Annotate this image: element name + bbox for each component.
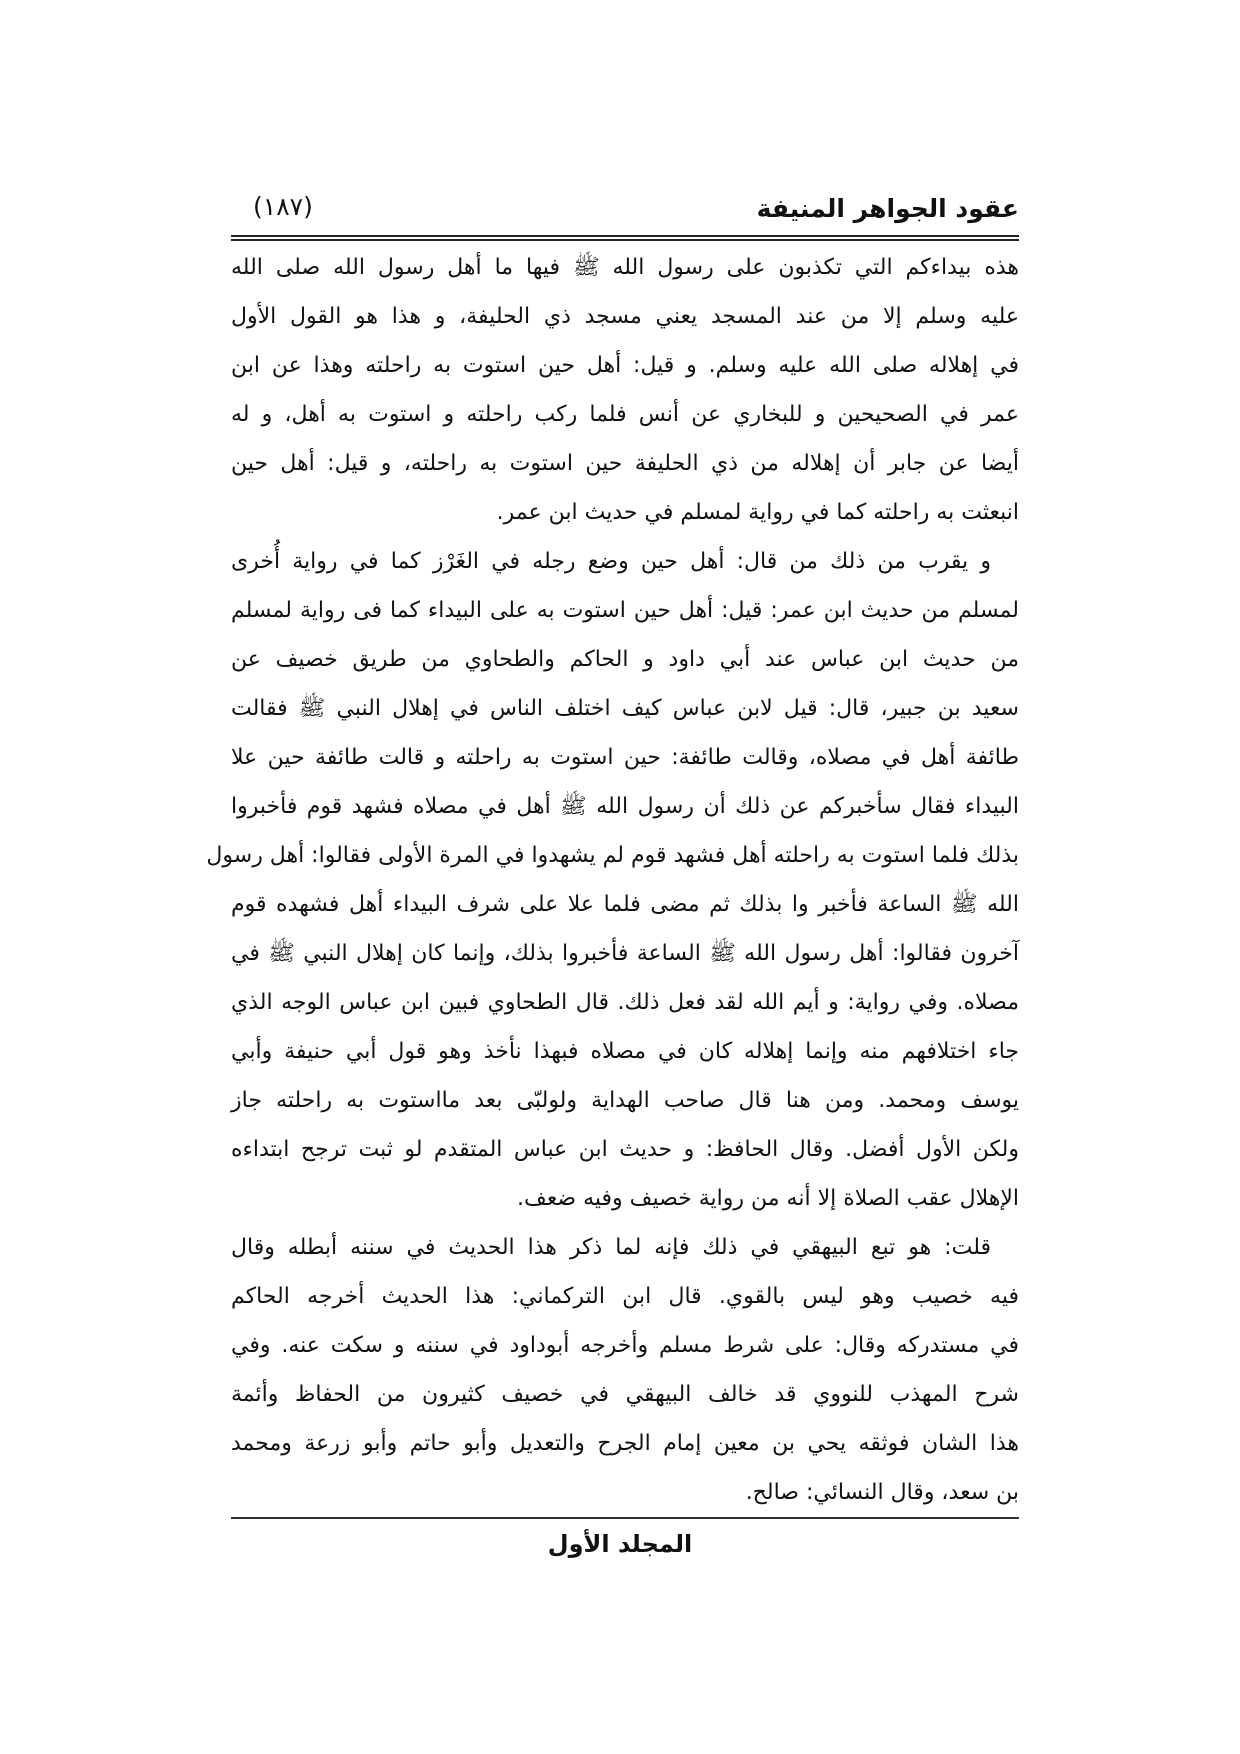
text-line: فيه خصيب وهو ليس بالقوي. قال ابن التركماني: هذا الحديث أخرجه الحاكم (231, 1284, 1019, 1309)
text-line: مصلاه. وفي رواية: و أيم الله لقد فعل ذلك. قال الطحاوي فبين ابن عباس الوجه الذي (231, 990, 1019, 1015)
text-line: بذلك فلما استوت به راحلته أهل فشهد قوم لم يشهدوا في المرة الأولى فقالوا: أهل رسول (206, 843, 1019, 868)
paragraph (231, 1226, 1019, 1520)
text-line: عمر في الصحيحين و للبخاري عن أنس فلما ركب راحلته و استوت به أهل، و له (231, 402, 1019, 427)
text-line: شرح المهذب للنووي قد خالف البيهقي في خصيف كثيرون من الحفاظ وأئمة (231, 1382, 1019, 1407)
text-line: آخرون فقالوا: أهل رسول الله ﷺ الساعة فأخبروا بذلك، وإنما كان إهلال النبي ﷺ في (231, 941, 1019, 966)
footer-rule (231, 1517, 1019, 1519)
text-line: الإهلال عقب الصلاة إلا أنه من رواية خصيف وفيه ضعف. (517, 1186, 1019, 1211)
text-line: أيضا عن جابر أن إهلاله من ذي الحليفة حين استوت به راحلته، و قيل: أهل حين (231, 451, 1019, 476)
text-line: الله ﷺ الساعة فأخبر وا بذلك ثم مضى فلما علا على شرف البيداء أهل فشهده قوم (231, 892, 1019, 917)
volume-label: المجلد الأول (547, 1530, 693, 1558)
text-line: طائفة أهل في مصلاه، وقالت طائفة: حين استوت به راحلته و قالت طائفة حين علا (231, 745, 1019, 770)
text-line: في مستدركه وقال: على شرط مسلم وأخرجه أبوداود في سننه و سكت عنه. وفي (231, 1333, 1019, 1358)
text-line: بن سعد، وقال النسائي: صالح. (745, 1480, 1019, 1505)
text-line: عليه وسلم إلا من عند المسجد يعني مسجد ذي الحليفة، و هذا هو القول الأول (231, 304, 1019, 329)
body-text (206, 246, 1019, 1520)
text-line: هذا الشان فوثقه يحي بن معين إمام الجرح والتعديل وأبو حاتم وأبو زرعة ومحمد (231, 1431, 1019, 1456)
text-line: جاء اختلافهم منه وإنما إهلاله كان في مصلاه فبهذا نأخذ وهو قول أبي حنيفة وأبي (231, 1039, 1019, 1064)
page-number: (١٨٧) (253, 192, 313, 221)
text-line: انبعثت به راحلته كما في رواية لمسلم في حديث ابن عمر. (496, 500, 1019, 525)
text-line: من حديث ابن عباس عند أبي داود و الحاكم والطحاوي من طريق خصيف عن (231, 647, 1019, 672)
book-title: عقود الجواهر المنيفة (756, 194, 1019, 223)
text-line: و يقرب من ذلك من قال: أهل حين وضع رجله في الغَرْز كما في رواية أُخرى (231, 549, 991, 574)
text-line: سعيد بن جبير، قال: قيل لابن عباس كيف اختلف الناس في إهلال النبي ﷺ فقالت (231, 696, 1019, 721)
running-header (231, 190, 1019, 230)
text-line: قلت: هو تبع البيهقي في ذلك فإنه لما ذكر هذا الحديث في سننه أبطله وقال (231, 1235, 991, 1260)
text-line: هذه بيداءكم التي تكذبون على رسول الله ﷺ فيها ما أهل رسول الله صلى الله (231, 255, 1019, 280)
text-line: البيداء فقال سأخبركم عن ذلك أن رسول الله ﷺ أهل في مصلاه فشهد قوم فأخبروا (231, 794, 1019, 819)
paragraph (231, 246, 1019, 540)
text-line: يوسف ومحمد. ومن هنا قال صاحب الهداية ولولبّى بعد مااستوت به راحلته جاز (231, 1088, 1019, 1113)
text-line: في إهلاله صلى الله عليه وسلم. و قيل: أهل حين استوت به راحلته وهذا عن ابن (231, 353, 1019, 378)
header-double-rule (231, 235, 1019, 241)
text-line: لمسلم من حديث ابن عمر: قيل: أهل حين استوت به على البيداء كما فى رواية لمسلم (231, 598, 1019, 623)
text-line: ولكن الأول أفضل. وقال الحافظ: و حديث ابن عباس المتقدم لو ثبت ترجح ابتداءه (231, 1137, 1019, 1162)
paragraph (206, 540, 1019, 1226)
